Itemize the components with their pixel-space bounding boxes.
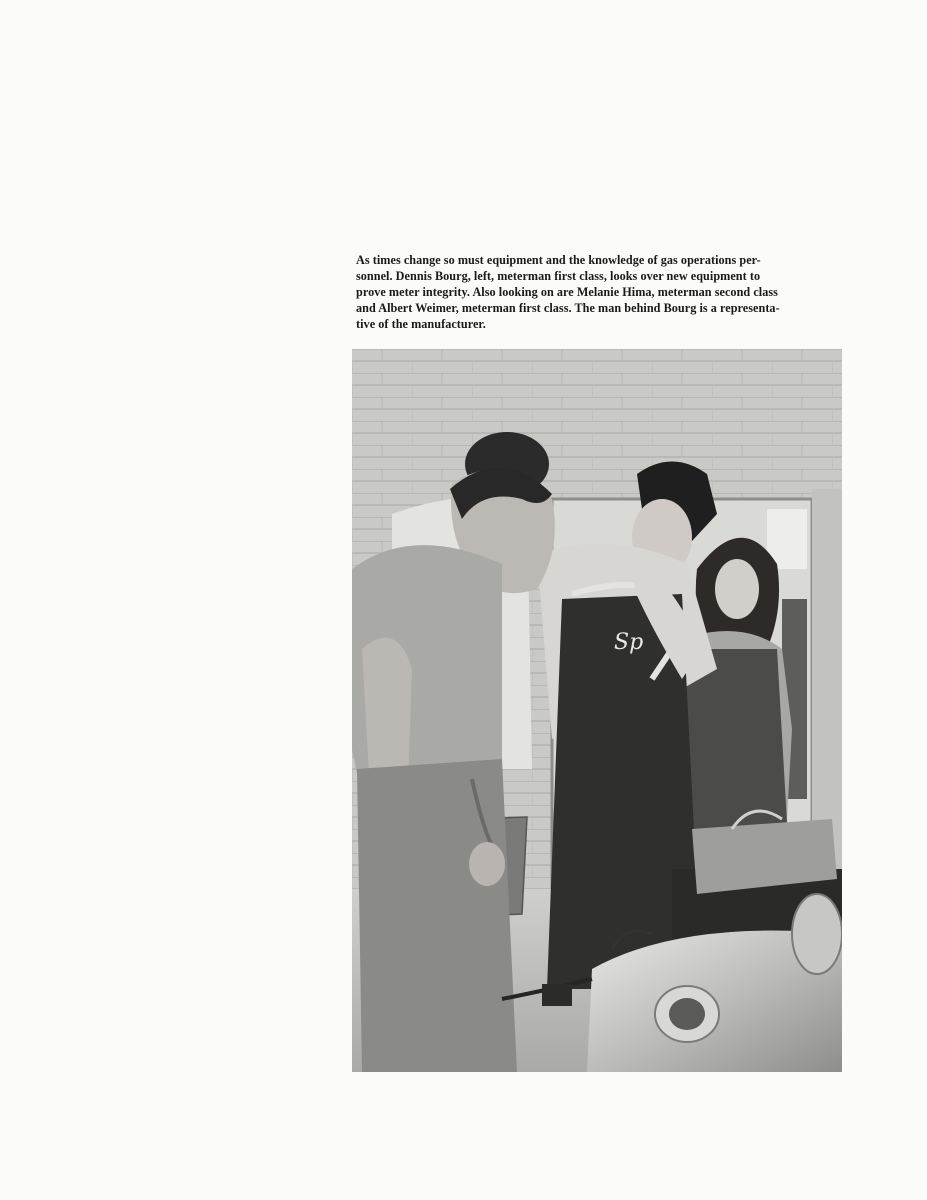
caption-line: and Albert Weimer, meterman first class. The man behind Bourg is a representa- xyxy=(356,301,780,315)
photo-caption xyxy=(356,252,836,332)
photograph xyxy=(352,349,842,1072)
caption-line: tive of the manufacturer. xyxy=(356,317,486,331)
apron-logo: Sp xyxy=(614,630,644,655)
caption-line: prove meter integrity. Also looking on are Melanie Hima, meterman second class xyxy=(356,285,778,299)
bourg-pants xyxy=(357,759,517,1072)
caption-line: sonnel. Dennis Bourg, left, meterman first class, looks over new equipment to xyxy=(356,269,761,283)
caption-line: As times change so must equipment and the knowledge of gas operations per- xyxy=(356,253,761,267)
